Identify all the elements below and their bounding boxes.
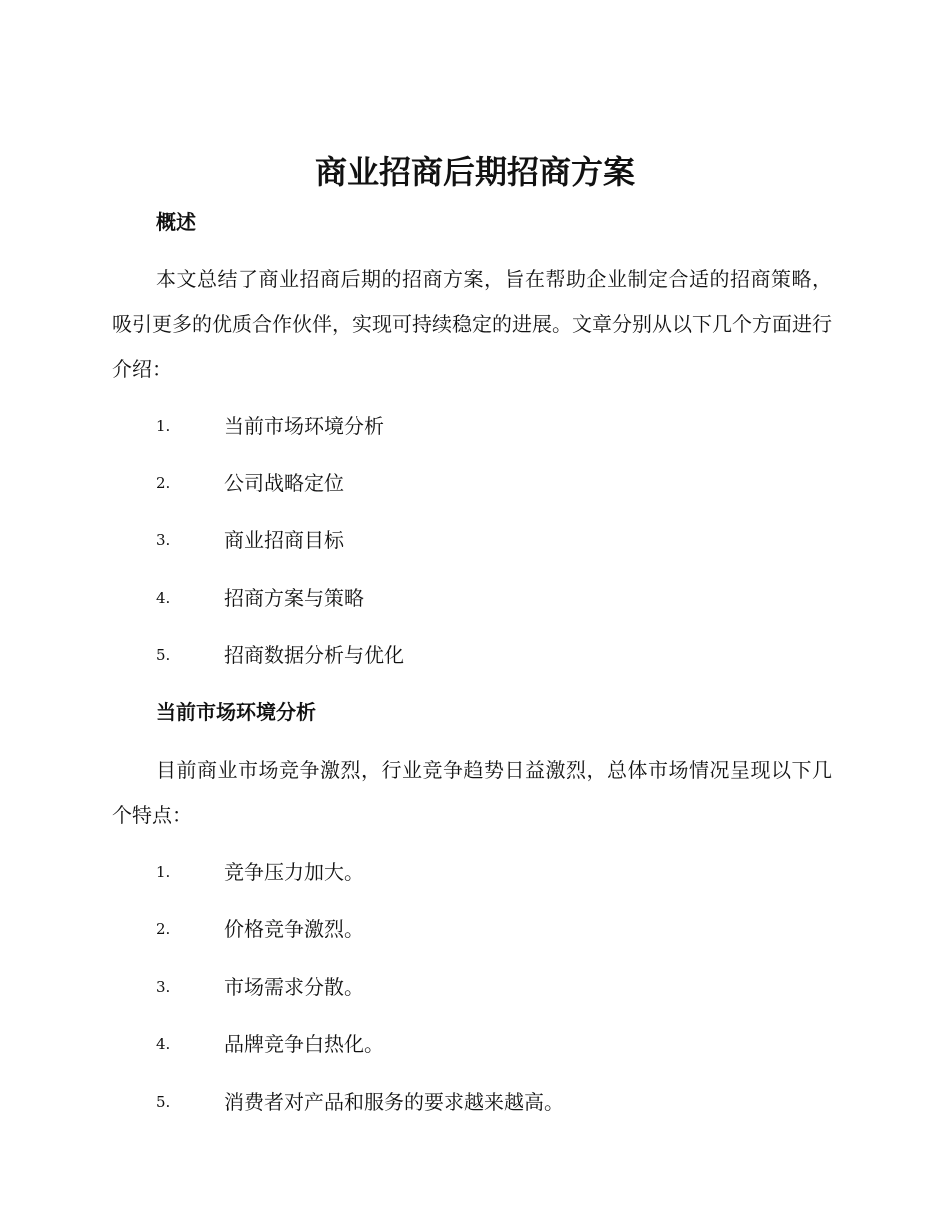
section-paragraph-overview: 本文总结了商业招商后期的招商方案，旨在帮助企业制定合适的招商策略，吸引更多的优质合作伙伴，实现可持续稳定的进展。文章分别从以下几个方面进行介绍：: [112, 267, 832, 381]
document-title: 商业招商后期招商方案: [314, 153, 635, 191]
list-item: [0, 468, 950, 498]
list-item: [0, 1029, 950, 1059]
section-heading-overview: 概述: [156, 210, 196, 234]
list-number: 5.: [156, 1093, 171, 1111]
list-number: 3.: [156, 978, 171, 996]
list-text: 招商方案与策略: [224, 586, 364, 610]
list-item: [0, 525, 950, 555]
list-text: 品牌竞争白热化。: [224, 1032, 384, 1056]
list-item: [0, 411, 950, 441]
list-number: 4.: [156, 589, 171, 607]
list-text: 市场需求分散。: [224, 975, 364, 999]
list-item: [0, 583, 950, 613]
list-text: 当前市场环境分析: [224, 414, 384, 438]
list-item: [0, 914, 950, 944]
section-paragraph-market-analysis: 目前商业市场竞争激烈，行业竞争趋势日益激烈，总体市场情况呈现以下几个特点：: [112, 758, 832, 827]
list-text: 公司战略定位: [224, 471, 344, 495]
list-text: 价格竞争激烈。: [224, 917, 364, 941]
section-heading-market-analysis: 当前市场环境分析: [156, 700, 316, 724]
list-item: [0, 640, 950, 670]
list-text: 商业招商目标: [224, 528, 344, 552]
list-number: 5.: [156, 646, 171, 664]
list-item: [0, 1087, 950, 1117]
list-text: 招商数据分析与优化: [224, 643, 404, 667]
list-number: 1.: [156, 863, 171, 881]
list-item: [0, 972, 950, 1002]
list-text: 竞争压力加大。: [224, 860, 364, 884]
list-number: 1.: [156, 417, 171, 435]
list-number: 3.: [156, 531, 171, 549]
list-item: [0, 857, 950, 887]
list-text: 消费者对产品和服务的要求越来越高。: [224, 1090, 564, 1114]
list-number: 4.: [156, 1035, 171, 1053]
list-number: 2.: [156, 920, 171, 938]
list-number: 2.: [156, 474, 171, 492]
